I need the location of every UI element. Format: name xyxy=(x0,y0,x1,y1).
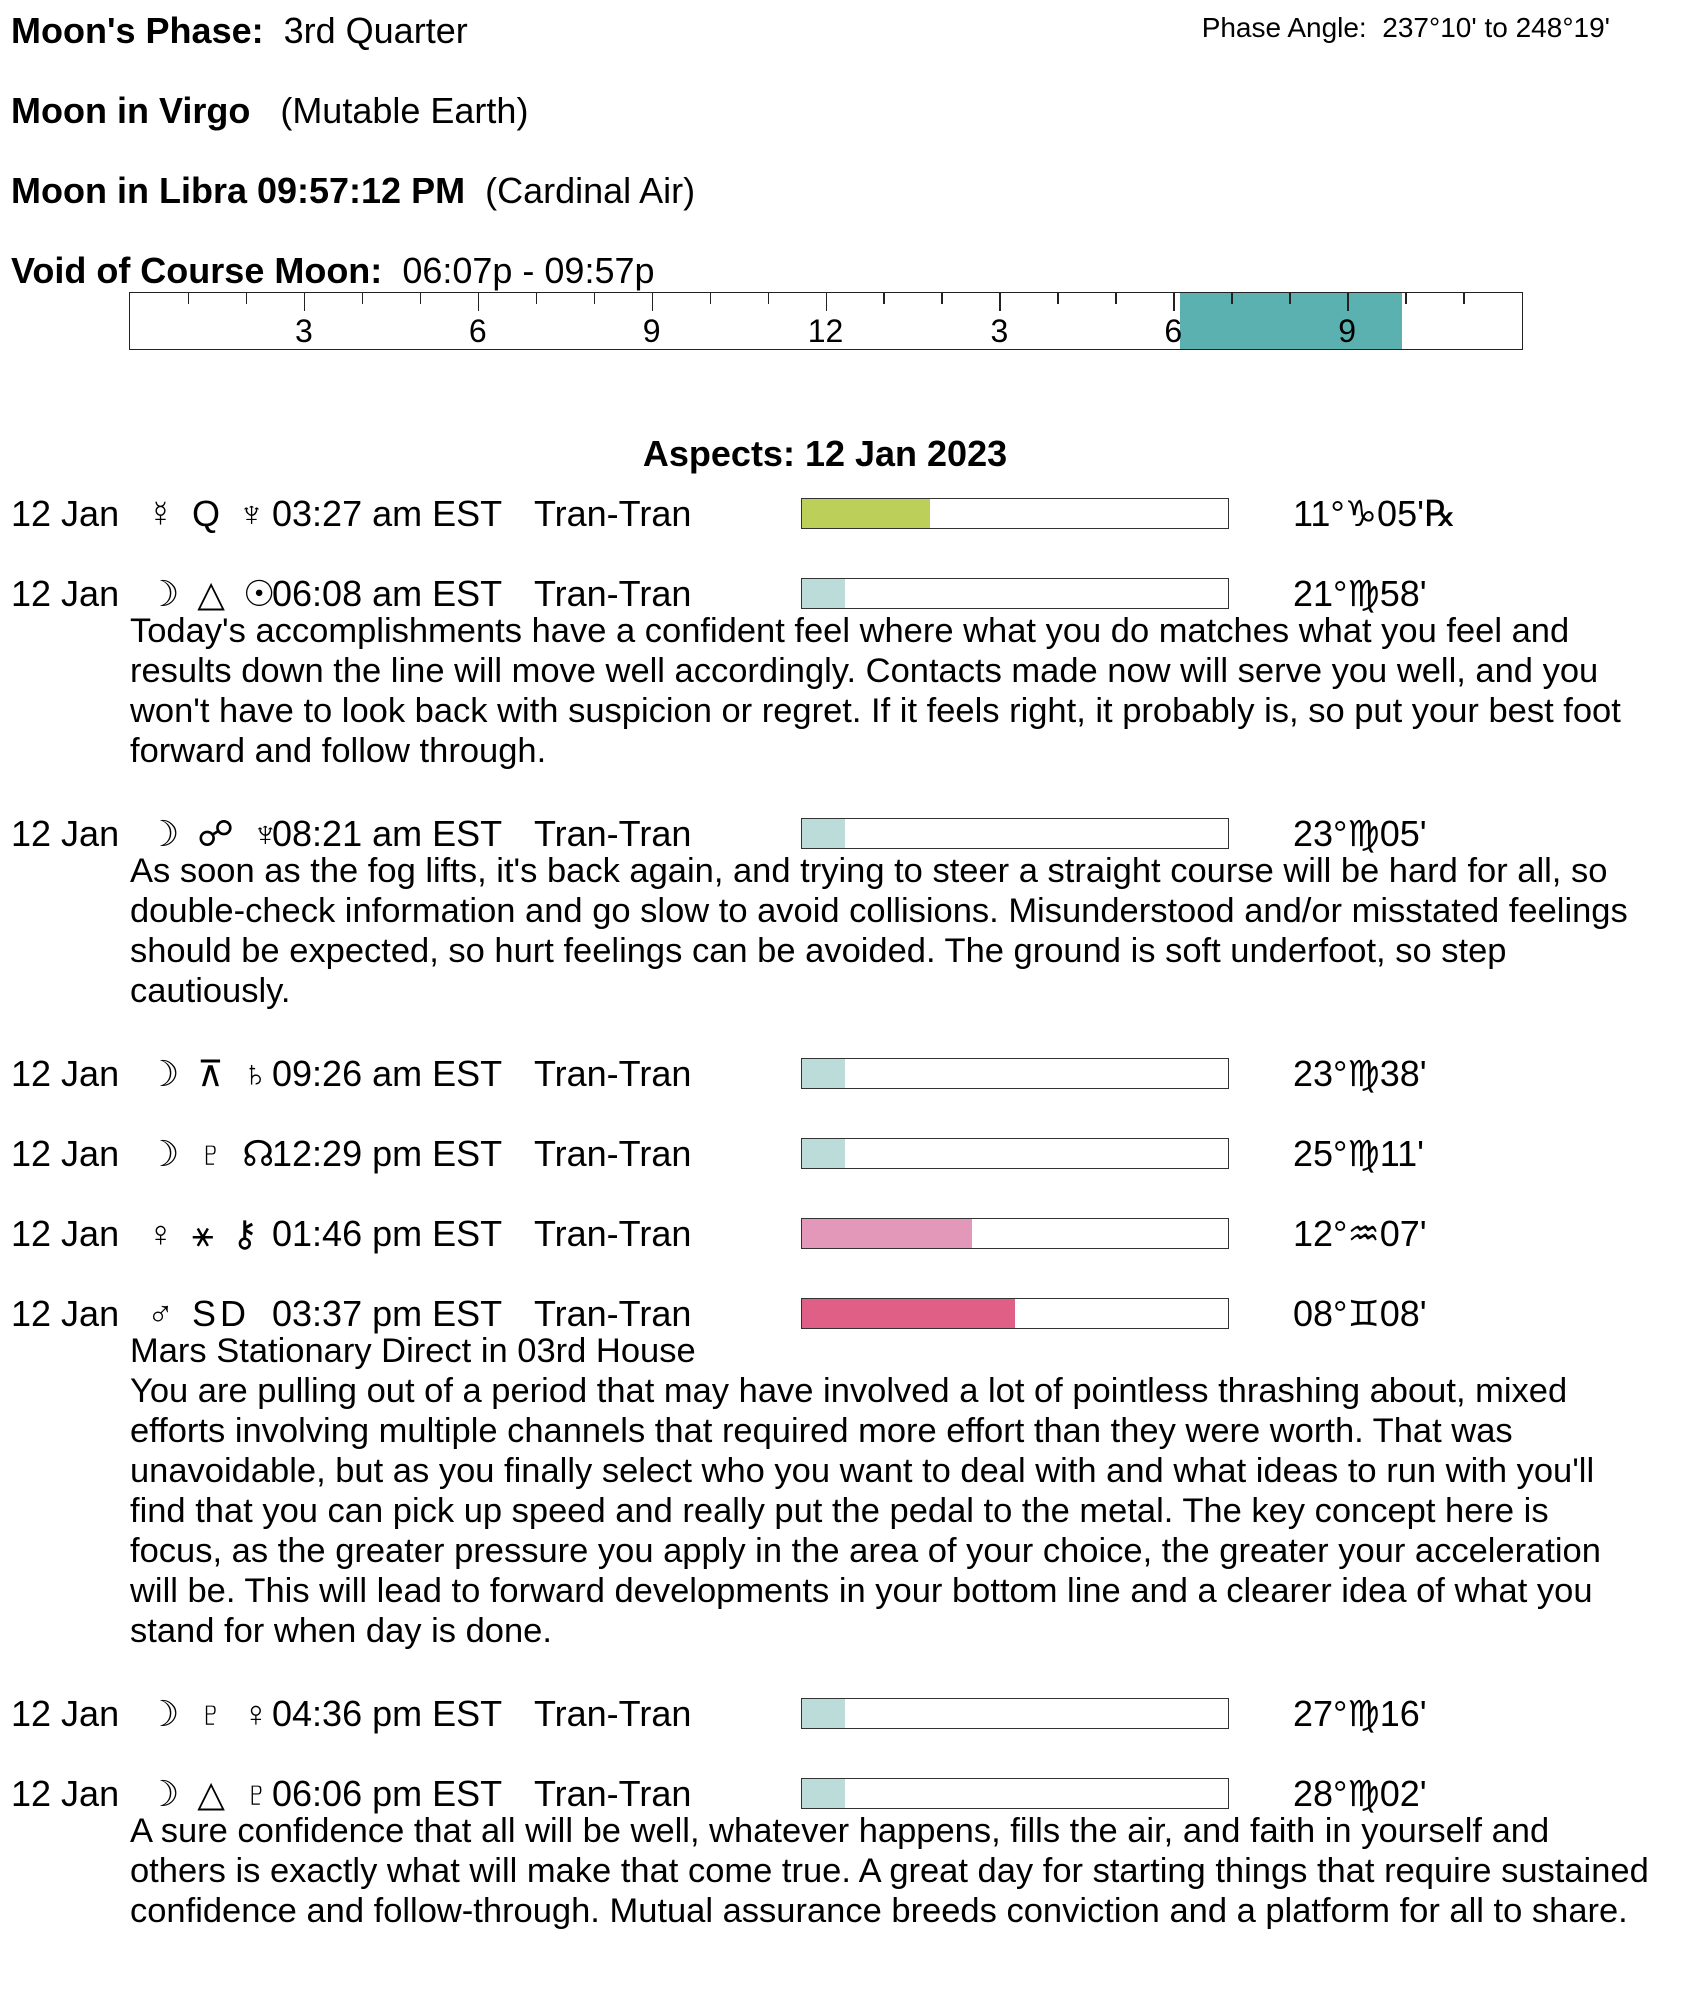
timeline-hour-label: 9 xyxy=(642,313,661,349)
aspect-strength-fill xyxy=(802,579,845,608)
moon-phase-line xyxy=(11,10,468,52)
aspect-type: Tran-Tran xyxy=(534,813,692,854)
aspect-glyphs-icon: ♂ SD xyxy=(147,1293,251,1334)
aspect-date: 12 Jan xyxy=(11,1293,120,1334)
timeline-tick xyxy=(362,293,364,304)
aspect-type: Tran-Tran xyxy=(534,493,692,534)
aspect-time: 04:36 pm EST xyxy=(272,1693,503,1734)
aspect-strength-fill xyxy=(802,1299,1015,1328)
aspect-glyphs-icon: ☿ Q ♆ xyxy=(147,493,270,534)
aspect-strength-fill xyxy=(802,1139,845,1168)
timeline-hour-label: 6 xyxy=(468,313,487,349)
aspect-strength-fill xyxy=(802,1779,845,1808)
aspect-position: 27°♍16' xyxy=(1293,1693,1427,1734)
aspect-strength-fill xyxy=(802,1219,972,1248)
aspect-strength-bar xyxy=(801,578,1229,609)
aspect-glyphs-icon: ☽ ♇ ♀ xyxy=(147,1693,274,1734)
moon-phase-label: Moon's Phase: xyxy=(11,10,264,51)
aspect-glyphs-icon: ☽ ☍ ♆ xyxy=(147,813,283,854)
phase-angle-label: Phase Angle: xyxy=(1201,12,1367,43)
aspect-type: Tran-Tran xyxy=(534,1053,692,1094)
moon-sign-line xyxy=(11,90,528,132)
void-of-course-timeline xyxy=(129,292,1523,350)
timeline-tick xyxy=(826,293,828,311)
aspect-date: 12 Jan xyxy=(11,1053,120,1094)
aspect-strength-fill xyxy=(802,819,845,848)
timeline-tick xyxy=(652,293,654,311)
aspect-glyphs-icon: ♀ ⚹ ⚷ xyxy=(147,1213,262,1254)
aspect-strength-bar xyxy=(801,1058,1229,1089)
voc-label: Void of Course Moon: xyxy=(11,250,383,291)
aspect-glyphs-icon: ☽ ♇ ☊ xyxy=(147,1133,279,1174)
timeline-tick xyxy=(478,293,480,311)
aspect-type: Tran-Tran xyxy=(534,573,692,614)
aspect-date: 12 Jan xyxy=(11,1133,120,1174)
moon-ingress-line xyxy=(11,170,695,212)
void-of-course-line xyxy=(11,250,655,292)
timeline-hour-label: 6 xyxy=(1164,313,1183,349)
aspect-position: 23°♍05' xyxy=(1293,813,1427,854)
aspect-type: Tran-Tran xyxy=(534,1293,692,1334)
aspect-date: 12 Jan xyxy=(11,1773,120,1814)
aspect-strength-bar xyxy=(801,498,1229,529)
timeline-tick xyxy=(1347,293,1349,311)
timeline-tick xyxy=(304,293,306,311)
timeline-tick xyxy=(768,293,770,304)
aspect-date: 12 Jan xyxy=(11,813,120,854)
phase-angle xyxy=(1202,12,1610,44)
aspect-position: 08°♊08' xyxy=(1293,1293,1427,1334)
aspect-position: 25°♍11' xyxy=(1293,1133,1424,1174)
timeline-tick xyxy=(188,293,190,304)
timeline-hour-label: 3 xyxy=(294,313,313,349)
aspect-time: 12:29 pm EST xyxy=(272,1133,503,1174)
aspect-date: 12 Jan xyxy=(11,493,120,534)
timeline-tick xyxy=(941,293,943,304)
aspect-type: Tran-Tran xyxy=(534,1693,692,1734)
phase-angle-value: 237°10' to 248°19' xyxy=(1382,12,1610,43)
voc-highlight xyxy=(1180,293,1402,349)
aspect-type: Tran-Tran xyxy=(534,1773,692,1814)
aspect-interpretation-text: Today's accomplishments have a confident feel where what you do matches what you feel and results down the line will move well accordingly. Contacts made now will serve you well, and you won't have to look back with suspicion or regret. If it feels right, it probably is, so put your best foot forward and follow through. xyxy=(130,612,1621,770)
aspect-time: 06:06 pm EST xyxy=(272,1773,503,1814)
timeline-hour-label: 12 xyxy=(807,313,844,349)
aspect-strength-fill xyxy=(802,1699,845,1728)
voc-value: 06:07p - 09:57p xyxy=(402,250,655,291)
aspect-time: 03:27 am EST xyxy=(272,493,503,534)
aspect-glyphs-icon: ☽ △ ♇ xyxy=(147,1773,274,1814)
timeline-tick xyxy=(246,293,248,304)
aspect-time: 08:21 am EST xyxy=(272,813,503,854)
aspect-position: 11°♑05'℞ xyxy=(1293,493,1457,534)
timeline-tick xyxy=(1173,293,1175,311)
timeline-tick xyxy=(1463,293,1465,304)
timeline-hour-label: 9 xyxy=(1338,313,1357,349)
timeline-tick xyxy=(1115,293,1117,304)
aspect-time: 03:37 pm EST xyxy=(272,1293,503,1334)
aspect-strength-fill xyxy=(802,1059,845,1088)
moon-ingress-label: Moon in Libra 09:57:12 PM xyxy=(11,170,466,211)
aspect-position: 23°♍38' xyxy=(1293,1053,1427,1094)
aspect-glyphs-icon: ☽ ⊼ ♄ xyxy=(147,1053,273,1094)
aspect-interpretation-text: As soon as the fog lifts, it's back again, and trying to steer a straight course will be hard for all, so double-check information and go slow to avoid collisions. Misunderstood and/or misstated feelings should be expected, so hurt feelings can be avoided. The ground is soft underfoot, so step cautiously. xyxy=(130,852,1628,1010)
aspect-glyphs-icon: ☽ △ ☉ xyxy=(147,573,280,614)
aspect-strength-bar xyxy=(801,1698,1229,1729)
aspect-date: 12 Jan xyxy=(11,573,120,614)
moon-phase-value: 3rd Quarter xyxy=(283,10,468,51)
timeline-tick xyxy=(536,293,538,304)
timeline-tick xyxy=(883,293,885,304)
moon-ingress-value: (Cardinal Air) xyxy=(485,170,696,211)
aspect-interpretation xyxy=(130,611,1650,771)
timeline-hour-label: 3 xyxy=(990,313,1009,349)
timeline-tick xyxy=(710,293,712,304)
aspect-interpretation xyxy=(130,1811,1650,1931)
timeline-tick xyxy=(999,293,1001,311)
moon-sign-label: Moon in Virgo xyxy=(11,90,251,131)
aspect-date: 12 Jan xyxy=(11,1213,120,1254)
aspect-strength-bar xyxy=(801,1298,1229,1329)
timeline-tick xyxy=(1057,293,1059,304)
aspect-time: 06:08 am EST xyxy=(272,573,503,614)
aspect-strength-bar xyxy=(801,818,1229,849)
aspects-title: Aspects: 12 Jan 2023 xyxy=(642,433,1008,474)
timeline-tick xyxy=(1289,293,1291,304)
aspect-time: 09:26 am EST xyxy=(272,1053,503,1094)
aspect-interpretation-text: You are pulling out of a period that may have involved a lot of pointless thrashing about, mixed efforts involving multiple channels that required more effort than they were worth. That was unavoidable, but as you finally select who you want to deal with and what ideas to run with you'll find that you can pick up speed and really put the pedal to the metal. The key concept here is focus, as the greater pressure you apply in the area of your choice, the greater your acceleration will be. This will lead to forward developments in your bottom line and a clearer idea of what you stand for when day is done. xyxy=(130,1372,1601,1650)
aspect-interpretation xyxy=(130,851,1650,1011)
timeline-tick xyxy=(420,293,422,304)
aspect-position: 12°♒07' xyxy=(1293,1213,1427,1254)
aspect-strength-bar xyxy=(801,1138,1229,1169)
aspect-position: 28°♍02' xyxy=(1293,1773,1427,1814)
aspect-interpretation-title: Mars Stationary Direct in 03rd House xyxy=(130,1332,696,1370)
aspect-interpretation-text: A sure confidence that all will be well, whatever happens, fills the air, and faith in yourself and others is exactly what will make that come true. A great day for starting things that require sustained confidence and follow-through. Mutual assurance breeds conviction and a platform for all to share. xyxy=(130,1812,1649,1930)
aspect-strength-bar xyxy=(801,1778,1229,1809)
aspect-position: 21°♍58' xyxy=(1293,573,1427,614)
timeline-tick xyxy=(1231,293,1233,304)
moon-sign-value: (Mutable Earth) xyxy=(280,90,529,131)
aspect-date: 12 Jan xyxy=(11,1693,120,1734)
timeline-tick xyxy=(594,293,596,304)
aspect-time: 01:46 pm EST xyxy=(272,1213,503,1254)
aspect-type: Tran-Tran xyxy=(534,1133,692,1174)
aspect-strength-fill xyxy=(802,499,930,528)
aspect-interpretation xyxy=(130,1331,1650,1651)
timeline-tick xyxy=(1405,293,1407,304)
aspect-type: Tran-Tran xyxy=(534,1213,692,1254)
aspect-strength-bar xyxy=(801,1218,1229,1249)
